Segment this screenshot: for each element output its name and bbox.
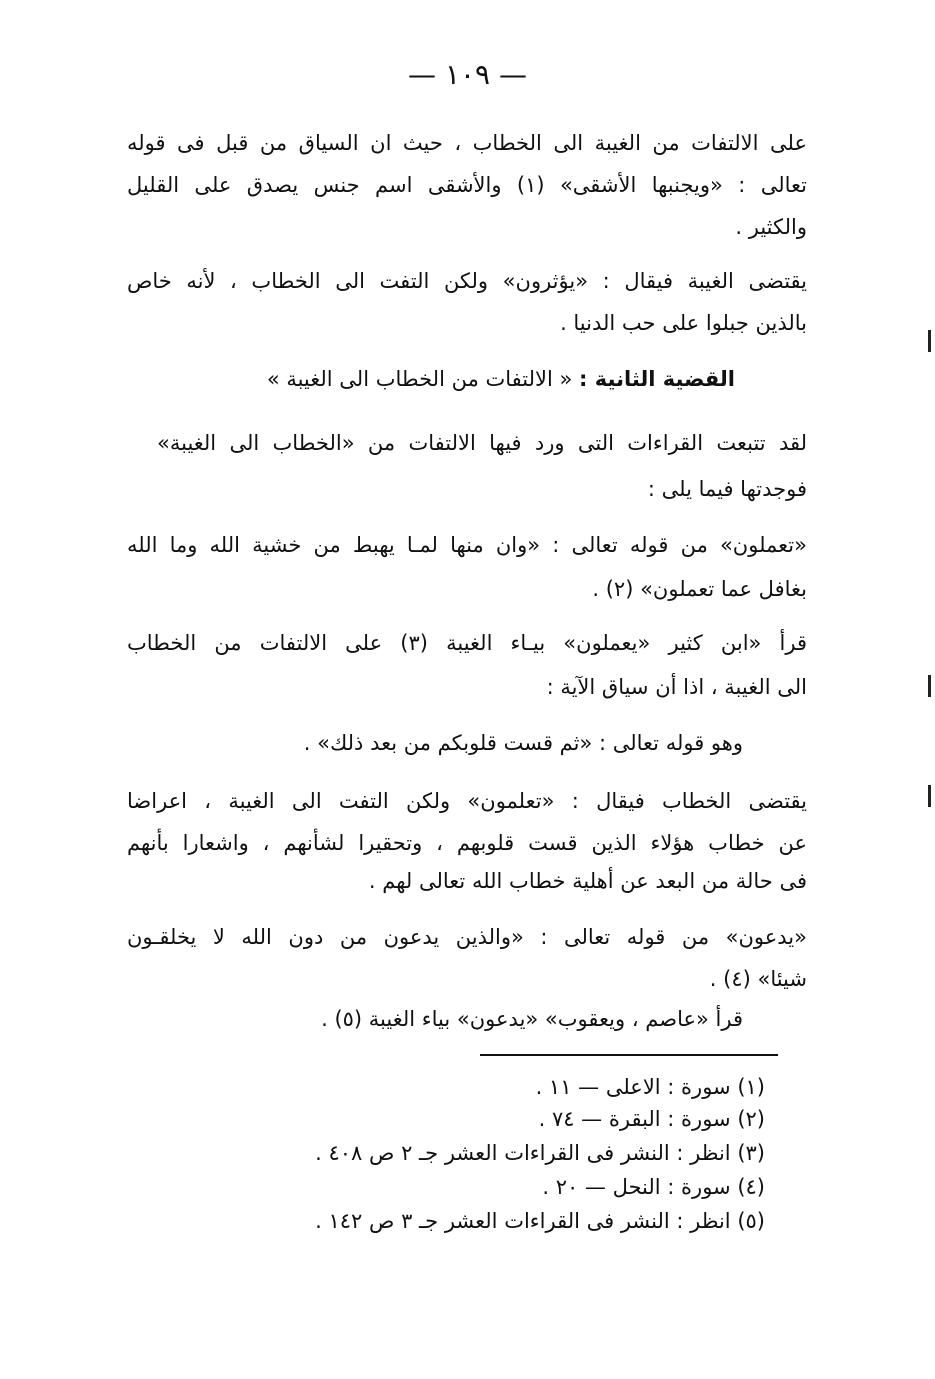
footnote: (١) سورة : الاعلى — ١١ .	[535, 1075, 765, 1099]
body-line: عن خطاب هؤلاء الذين قست قلوبهم ، وتحقيرا لشأنهم ، واشعارا بأنهم	[127, 831, 807, 855]
body-line: تعالى : «ويجنبها الأشقى» (١) والأشقى اسم جنس يصدق على القليل	[127, 173, 807, 197]
section-heading-text: « الالتفات من الخطاب الى الغيبة »	[266, 367, 573, 391]
body-line: فوجدتها فيما يلى :	[647, 477, 807, 501]
body-line: «تعملون» من قوله تعالى : «وان منها لمـا يهبط من خشية الله وما الله	[127, 533, 807, 557]
footnote: (٢) سورة : البقرة — ٧٤ .	[538, 1107, 765, 1131]
page-number: — ١٠٩ —	[408, 58, 527, 91]
body-line: «يدعون» من قوله تعالى : «والذين يدعون من دون الله لا يخلقـون	[127, 925, 807, 949]
section-heading	[267, 364, 735, 394]
footnote-divider	[480, 1054, 778, 1056]
body-line: يقتضى الغيبة فيقال : «يؤثرون» ولكن التفت الى الخطاب ، لأنه خاص	[127, 269, 807, 293]
body-line: والكثير .	[735, 215, 807, 239]
footnote: (٤) سورة : النحل — ٢٠ .	[542, 1175, 765, 1199]
body-line: شيئا» (٤) .	[709, 967, 807, 991]
body-line: بغافل عما تعملون» (٢) .	[592, 577, 807, 601]
body-line: الى الغيبة ، اذا أن سياق الآية :	[546, 675, 807, 699]
scan-margin-mark	[928, 675, 931, 697]
body-line: على الالتفات من الغيبة الى الخطاب ، حيث ان السياق من قبل فى قوله	[127, 131, 807, 155]
body-line: قرأ «عاصم ، ويعقوب» «يدعون» بياء الغيبة (٥) .	[321, 1007, 743, 1031]
body-line: يقتضى الخطاب فيقال : «تعلمون» ولكن التفت الى الغيبة ، اعراضا	[127, 789, 807, 813]
footnote: (٣) انظر : النشر فى القراءات العشر جـ ٢ ص ٤٠٨ .	[315, 1141, 765, 1165]
scan-margin-mark	[928, 330, 931, 352]
footnote: (٥) انظر : النشر فى القراءات العشر جـ ٣ ص ١٤٢ .	[315, 1209, 765, 1233]
body-line: وهو قوله تعالى : «ثم قست قلوبكم من بعد ذلك» .	[303, 731, 743, 755]
body-line: لقد تتبعت القراءات التى ورد فيها الالتفات من «الخطاب الى الغيبة»	[157, 431, 807, 455]
section-heading-label: القضية الثانية :	[579, 367, 735, 391]
body-line: بالذين جبلوا على حب الدنيا .	[560, 311, 807, 335]
scan-margin-mark	[928, 785, 931, 807]
body-line: فى حالة من البعد عن أهلية خطاب الله تعالى لهم .	[368, 869, 807, 893]
body-line: قرأ «ابن كثير «يعملون» بيـاء الغيبة (٣) على الالتفات من الخطاب	[127, 631, 807, 655]
